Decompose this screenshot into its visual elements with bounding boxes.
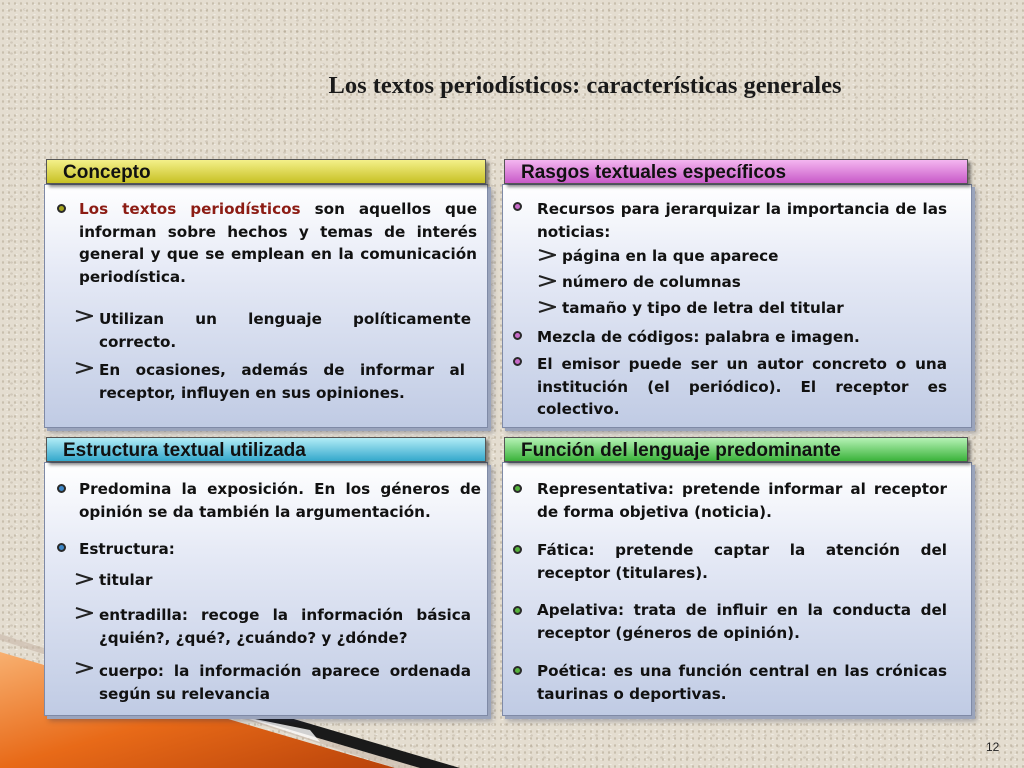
circle-bullet-icon: [513, 357, 522, 366]
concepto-point: Utilizan un lenguaje políticamente correcto.: [99, 310, 471, 351]
slide-number: 12: [986, 740, 1000, 754]
rasgos-header: Rasgos textuales específicos: [504, 159, 968, 184]
pennant-arrow-icon: [75, 310, 93, 322]
estructura-subitem: entradilla: recoge la información básica ¿quién?, ¿qué?, ¿cuándo? y ¿dónde?: [99, 606, 471, 647]
estructura-header: Estructura textual utilizada: [46, 437, 486, 462]
rasgos-item: Mezcla de códigos: palabra e imagen.: [537, 328, 860, 346]
concepto-header: Concepto: [46, 159, 486, 184]
slide-title: Los textos periodísticos: características generales: [328, 72, 842, 99]
estructura-subitem: titular: [99, 571, 153, 589]
circle-bullet-icon: [513, 666, 522, 675]
circle-bullet-icon: [513, 331, 522, 340]
funcion-item: Fática: pretende captar la atención del receptor (titulares).: [537, 541, 947, 582]
circle-bullet-icon: [57, 204, 66, 213]
rasgos-item: El emisor puede ser un autor concreto o una institución (el periódico). El receptor es colectivo.: [537, 355, 947, 418]
estructura-subitem: cuerpo: la información aparece ordenada según su relevancia: [99, 662, 471, 703]
concepto-definition: [79, 198, 477, 288]
pennant-arrow-icon: [75, 573, 93, 585]
circle-bullet-icon: [513, 545, 522, 554]
estructura-item: Predomina la exposición. En los géneros de opinión se da también la argumentación.: [79, 480, 481, 521]
funcion-item: Representativa: pretende informar al receptor de forma objetiva (noticia).: [537, 480, 947, 521]
circle-bullet-icon: [513, 202, 522, 211]
pennant-arrow-icon: [75, 362, 93, 374]
circle-bullet-icon: [513, 484, 522, 493]
rasgos-item: Recursos para jerarquizar la importancia de las noticias:: [537, 200, 947, 241]
circle-bullet-icon: [57, 543, 66, 552]
rasgos-subitem: número de columnas: [562, 273, 741, 291]
funcion-item: Poética: es una función central en las crónicas taurinas o deportivas.: [537, 662, 947, 703]
funcion-header: Función del lenguaje predominante: [504, 437, 968, 462]
estructura-item: Estructura:: [79, 540, 175, 558]
circle-bullet-icon: [57, 484, 66, 493]
pennant-arrow-icon: [538, 249, 556, 261]
rasgos-subitem: página en la que aparece: [562, 247, 779, 265]
concepto-definition-rest: son aquellos que informan sobre hechos y temas de interés general y que se emplean en la comunicación periodística.: [79, 200, 477, 286]
funcion-item: Apelativa: trata de influir en la conducta del receptor (géneros de opinión).: [537, 601, 947, 642]
circle-bullet-icon: [513, 606, 522, 615]
concepto-term: Los textos periodísticos: [79, 200, 301, 218]
pennant-arrow-icon: [538, 301, 556, 313]
pennant-arrow-icon: [75, 607, 93, 619]
pennant-arrow-icon: [538, 275, 556, 287]
rasgos-subitem: tamaño y tipo de letra del titular: [562, 299, 844, 317]
concepto-point: En ocasiones, además de informar al receptor, influyen en sus opiniones.: [99, 361, 465, 402]
pennant-arrow-icon: [75, 662, 93, 674]
